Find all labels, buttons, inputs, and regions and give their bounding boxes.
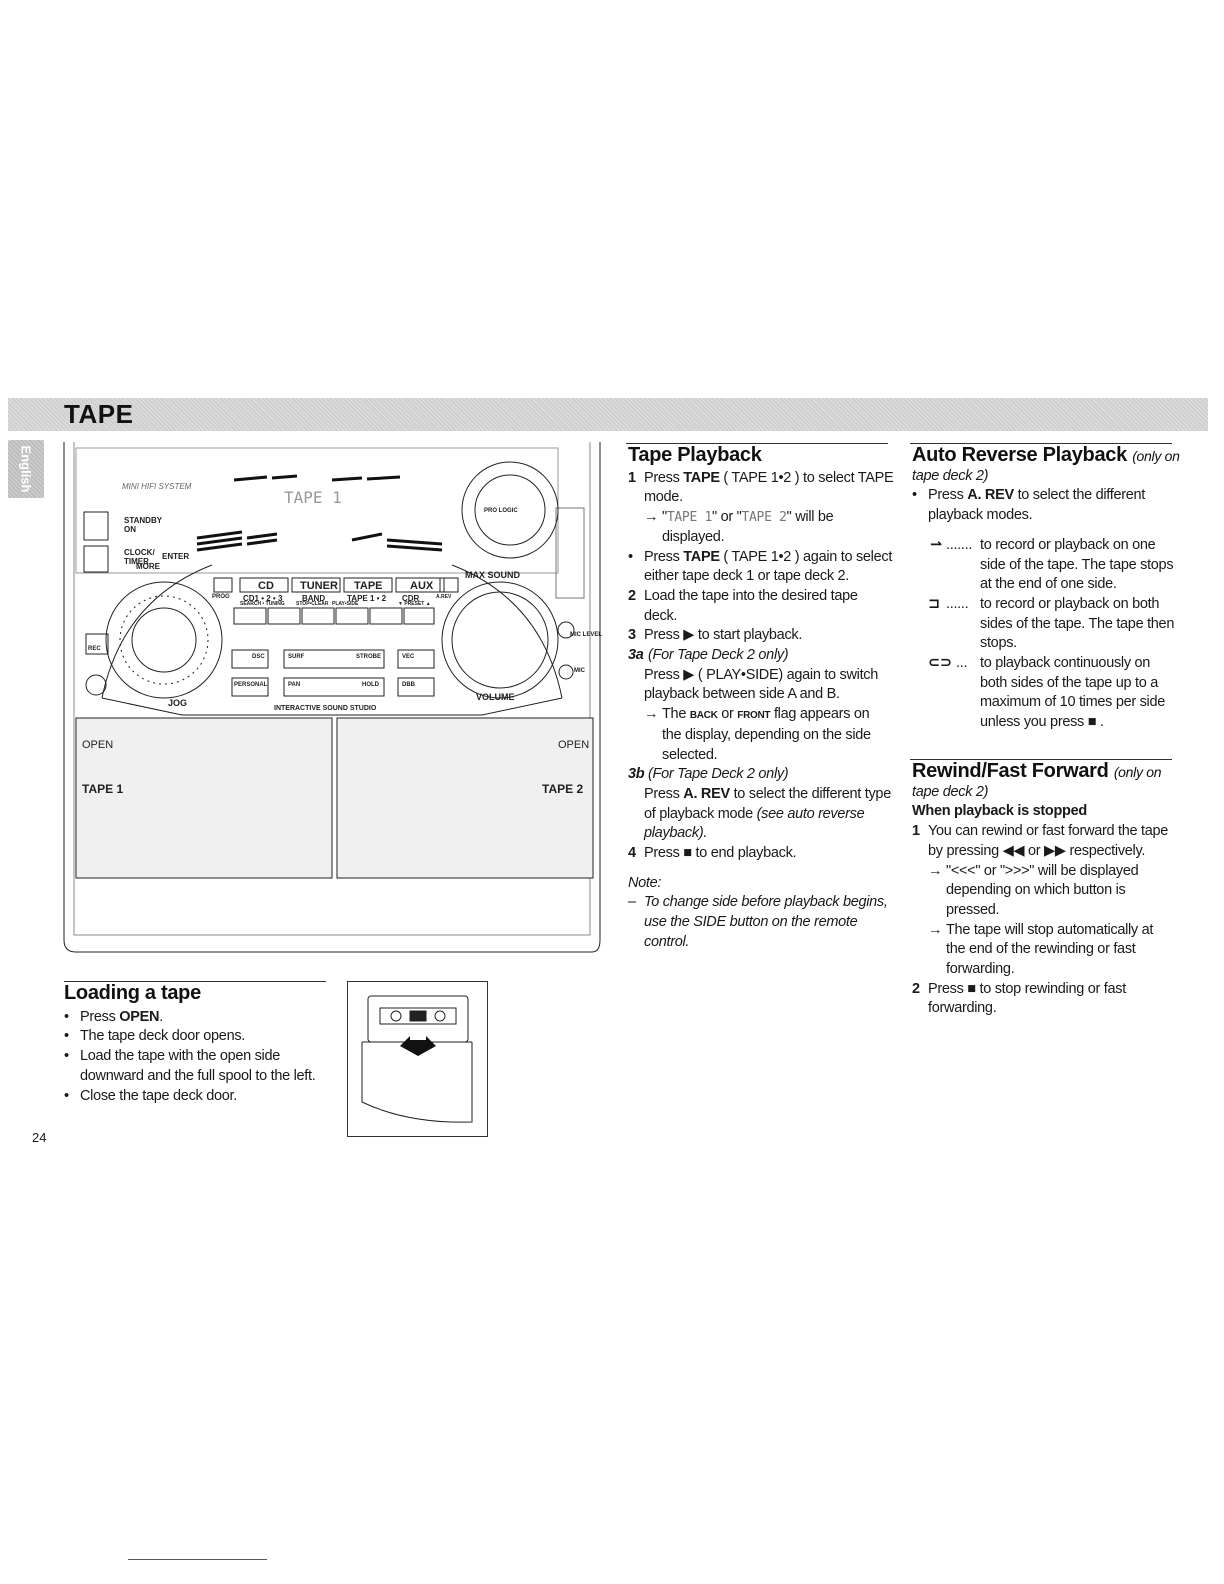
max-sound-label: MAX SOUND [465,570,521,580]
device-illustration [62,440,602,960]
interactive-label: INTERACTIVE SOUND STUDIO [274,705,377,712]
language-tab [8,440,44,498]
cassette-illustration [347,981,488,1137]
section-header-band [8,398,1208,431]
tape12-label: TAPE 1 • 2 [347,594,387,603]
enter-label: ENTER [162,552,190,561]
cd123-label: CD1 • 2 • 3 [243,594,283,603]
continuous-mode-icon: ⊂⊃ [928,655,952,672]
prog-label: PROG [212,594,230,600]
pan-label: PAN [288,682,301,688]
tape-button-label: TAPE [354,580,383,592]
footer-link-line [128,1559,267,1560]
clock-label: CLOCK/ [124,548,155,557]
section-title: TAPE [64,399,134,429]
lcd-display-text: TAPE 1 [284,488,342,507]
timer-label: TIMER [124,557,149,566]
rewind-section: Rewind/Fast Forward (only on tape deck 2) When playback is stopped 1 You can rewind or fast forward the tape by pressing ◀◀ or ▶▶ respectively. → "<<<" or ">>>" will be displayed depending on which button is pressed. → The tape will stop automatically at the end of the rewinding or fast forwarding. 2 Press ■ to stop rewinding or fast forwarding. [912,762,1182,1019]
autorev-section: Auto Reverse Playback (only on tape deck 2) • Press A. REV to select the different playback modes. ⇀ ....... to record or playback on one side of the tape. The tape stops at the end of one side. ⊐ ...... to record or playback on both sides of the tape. The tape then stops. ⊂⊃ ... to playback continuously on both sides of the tape up to a maximum of 10 times per side unless you press ■ . [912,444,1180,731]
search-tuning-label: SEARCH • TUNING [240,601,285,607]
tape2-label: TAPE 2 [542,782,584,796]
aux-button-label: AUX [410,580,434,592]
rewind-title: Rewind/Fast Forward [912,760,1109,782]
standby-label: STANDBY [124,516,163,525]
pro-logic-label: PRO LOGIC [484,508,518,514]
open-key: OPEN [119,1008,160,1025]
mic-level-label: MIC LEVEL [570,632,603,638]
autorev-title: Auto Reverse Playback [912,444,1127,466]
stop-clear-label: STOP•CLEAR [296,601,329,607]
language-tab-label: English [18,445,34,493]
cassette-drawing [348,982,487,1136]
more-label: MORE [136,562,160,571]
note-label: Note: [628,874,662,891]
play-side-label: PLAY•SIDE [332,601,359,607]
cdr-label: CDR [402,594,420,603]
personal-label: PERSONAL [234,682,268,688]
rec-label: REC [88,646,101,652]
band-label: BAND [302,594,326,603]
volume-label: VOLUME [476,692,515,702]
strobe-label: STROBE [356,654,382,660]
dbb-label: DBB [402,682,415,688]
vec-label: VEC [402,654,415,660]
preset-label: ▼ PRESET ▲ [398,601,431,607]
playback-section: Tape Playback 1 Press TAPE ( TAPE 1•2 ) to select TAPE mode. → "TAPE 1" or "TAPE 2" will be displayed. • Press TAPE ( TAPE 1•2 ) again to select either tape deck 1 or tape deck 2. 2 Load the tape into the desired tape deck. 3 Press ▶ to start playback. 3a (For Tape Deck 2 only) Press ▶ ( PLAY•SIDE) again to switch playback between side A and B. → The BACK or FRONT flag appears on the display, depending on the side selected. 3b (For Tape Deck 2 only) Press A. REV to select the different type of playback mode (see auto reverse playback). 4 Press ■ to end playback. Note: – To change side before playback begins, use the SIDE button on the remote control. [628,446,898,953]
tape1-label: TAPE 1 [82,782,124,796]
open-right-label: OPEN [558,739,590,751]
tuner-button-label: TUNER [300,580,338,592]
one-side-mode-icon: ⇀ [930,536,942,553]
cd-button-label: CD [258,580,274,592]
dsc-label: DSC [252,654,265,660]
open-left-label: OPEN [82,739,114,751]
device-brand: MINI HIFI SYSTEM [122,482,192,491]
loading-title: Loading a tape [64,982,201,1004]
rewind-subheading: When playback is stopped [912,803,1087,820]
on-label: ON [124,525,136,534]
arev-label: A.REV [436,594,452,600]
surf-label: SURF [288,654,305,660]
playback-title: Tape Playback [628,444,762,466]
mic-label: MIC [574,668,585,674]
page-number: 24 [32,1130,47,1145]
both-sides-mode-icon: ⊐ [928,595,940,612]
jog-label: JOG [168,698,188,708]
hold-label: HOLD [362,682,379,688]
loading-section: Loading a tape • Press OPEN. • The tape deck door opens. • Load the tape with the open side downward and the full spool to the left. • Close the tape deck door. [64,984,334,1106]
